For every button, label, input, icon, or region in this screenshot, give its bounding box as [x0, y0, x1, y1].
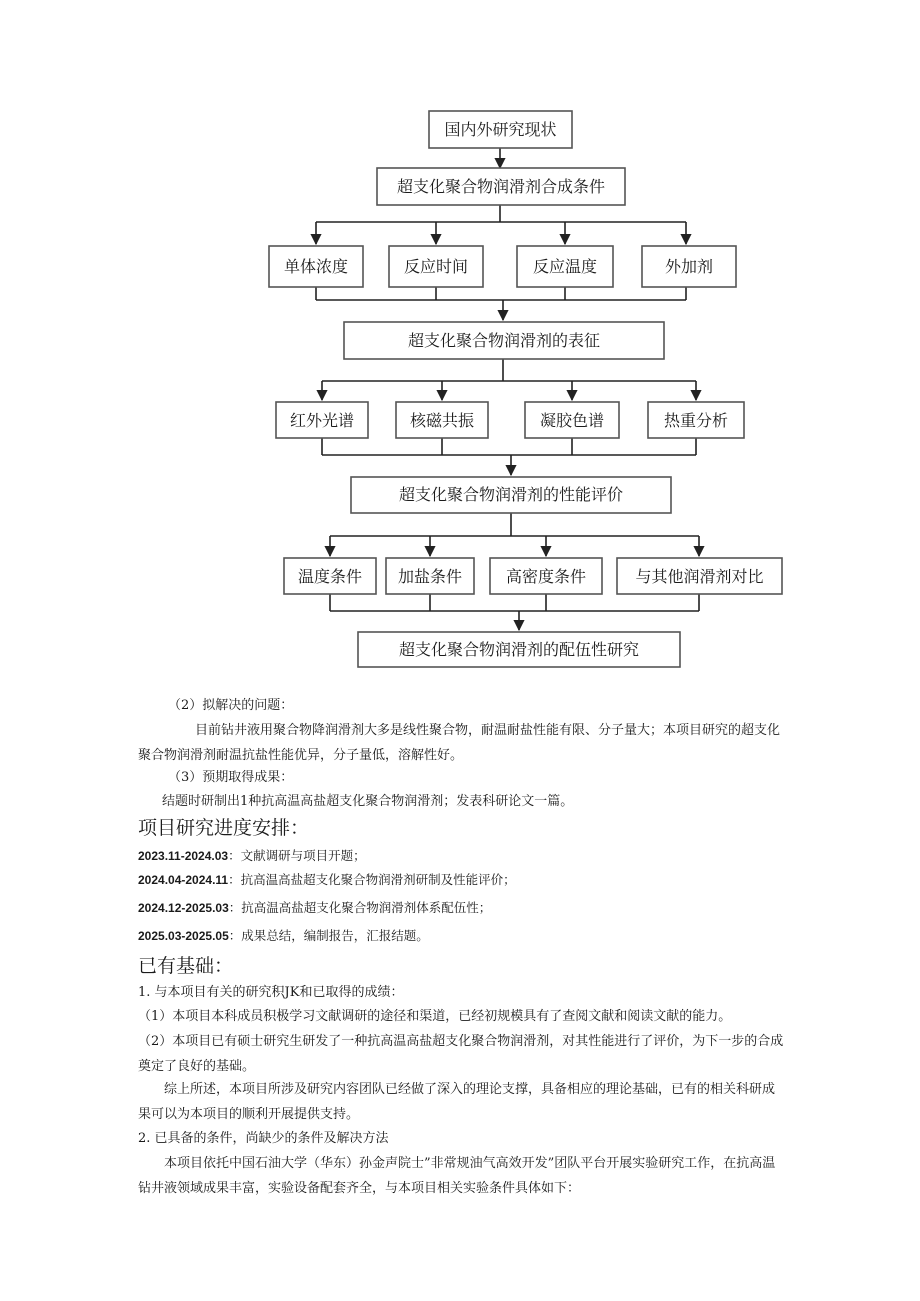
flow-box-label: 反应温度	[532, 257, 598, 276]
problems-paragraph: 目前钻井液用聚合物降润滑剂大多是线性聚合物，耐温耐盐性能有限、分子量大；本项目研究的超支化聚合物润滑剂耐温抗盐性能优异，分子量低，溶解性好。	[138, 723, 781, 763]
foundation-paragraph-1: （1）本项目本科成员积极学习文献调研的途径和渠道，已经初规模具有了查阅文献和阅读文献的能力。	[138, 1009, 732, 1024]
flow-box-salt-condition	[386, 558, 474, 594]
schedule-item	[138, 925, 429, 947]
flow-box-label: 红外光谱	[289, 411, 355, 430]
results-label: （3）预期取得成果：	[168, 770, 294, 785]
flow-box-characterization	[344, 322, 664, 359]
flow-box-label: 超支化聚合物润滑剂的配伍性研究	[398, 640, 640, 659]
flow-box-label: 温度条件	[297, 567, 363, 586]
flow-box-label: 超支化聚合物润滑剂的表征	[407, 331, 601, 350]
schedule-text: ：文献调研与项目开题；	[228, 848, 366, 863]
flow-box-label: 单体浓度	[283, 257, 349, 276]
flow-box-reaction-time	[389, 246, 483, 287]
flow-box-compare-lubricants	[617, 558, 782, 594]
flow-box-performance-evaluation	[351, 477, 671, 513]
flow-box-gel-chromatography	[525, 402, 619, 438]
foundation-item2-title: 2. 已具备的条件，尚缺少的条件及解决方法	[138, 1131, 389, 1146]
problems-label: （2）拟解决的问题：	[168, 698, 294, 713]
flow-box-temperature-condition	[284, 558, 376, 594]
flow-box-high-density-condition	[490, 558, 602, 594]
schedule-date: 2024.04-2024.11	[138, 873, 229, 887]
schedule-date: 2024.12-2025.03	[138, 901, 229, 915]
schedule-item	[138, 845, 366, 867]
flow-box-thermogravimetric	[648, 402, 744, 438]
schedule-text: ：抗高温高盐超支化聚合物润滑剂研制及性能评价；	[228, 872, 516, 887]
schedule-item	[138, 897, 491, 919]
flow-box-reaction-temperature	[517, 246, 613, 287]
flow-box-label: 热重分析	[663, 411, 729, 430]
schedule-date: 2025.03-2025.05	[138, 929, 229, 943]
foundation-paragraph-3: 综上所述，本项目所涉及研究内容团队已经做了深入的理论支撑，具备相应的理论基础，已有的相关科研成果可以为本项目的顺利开展提供支持。	[138, 1082, 776, 1122]
flow-box-nmr	[396, 402, 488, 438]
flow-box-infrared-spectrum	[276, 402, 368, 438]
results-paragraph: 结题时研制出1种抗高温高盐超支化聚合物润滑剂；发表科研论文一篇。	[162, 794, 574, 809]
flow-box-label: 超支化聚合物润滑剂合成条件	[396, 177, 606, 196]
flow-box-label: 国内外研究现状	[444, 120, 557, 139]
flow-box-label: 超支化聚合物润滑剂的性能评价	[398, 485, 624, 504]
flow-box-label: 高密度条件	[505, 567, 587, 586]
flow-box-monomer-concentration	[269, 246, 363, 287]
flow-box-synthesis-conditions	[377, 168, 625, 205]
flow-box-label: 凝胶色谱	[539, 411, 605, 430]
foundation-paragraph-2: （2）本项目已有硕士研究生研发了一种抗高温高盐超支化聚合物润滑剂，对其性能进行了评价，为下一步的合成奠定了良好的基础。	[138, 1034, 784, 1074]
foundation-heading: 已有基础：	[138, 955, 234, 977]
flow-box-additive	[642, 246, 736, 287]
schedule-heading: 项目研究进度安排：	[138, 817, 310, 839]
schedule-item	[138, 869, 516, 891]
flow-box-compatibility-study	[358, 632, 680, 667]
schedule-text: ：成果总结，编制报告，汇报结题。	[228, 928, 429, 943]
flow-box-label: 与其他润滑剂对比	[635, 567, 764, 586]
flow-box-label: 核磁共振	[409, 411, 475, 430]
flow-box-label: 反应时间	[403, 257, 469, 276]
flow-box-label: 外加剂	[664, 257, 714, 276]
flow-box-research-status	[429, 111, 572, 148]
schedule-text: ：抗高温高盐超支化聚合物润滑剂体系配伍性；	[228, 900, 492, 915]
foundation-paragraph-4: 本项目依托中国石油大学（华东）孙金声院士”非常规油气高效开发”团队平台开展实验研究工作，在抗高温钻井液领域成果丰富，实验设备配套齐全，与本项目相关实验条件具体如下：	[138, 1156, 776, 1196]
foundation-item1-title: 1. 与本项目有关的研究积JK和已取得的成绩：	[138, 985, 404, 1000]
flow-box-label: 加盐条件	[397, 567, 463, 586]
schedule-date: 2023.11-2024.03	[138, 849, 229, 863]
